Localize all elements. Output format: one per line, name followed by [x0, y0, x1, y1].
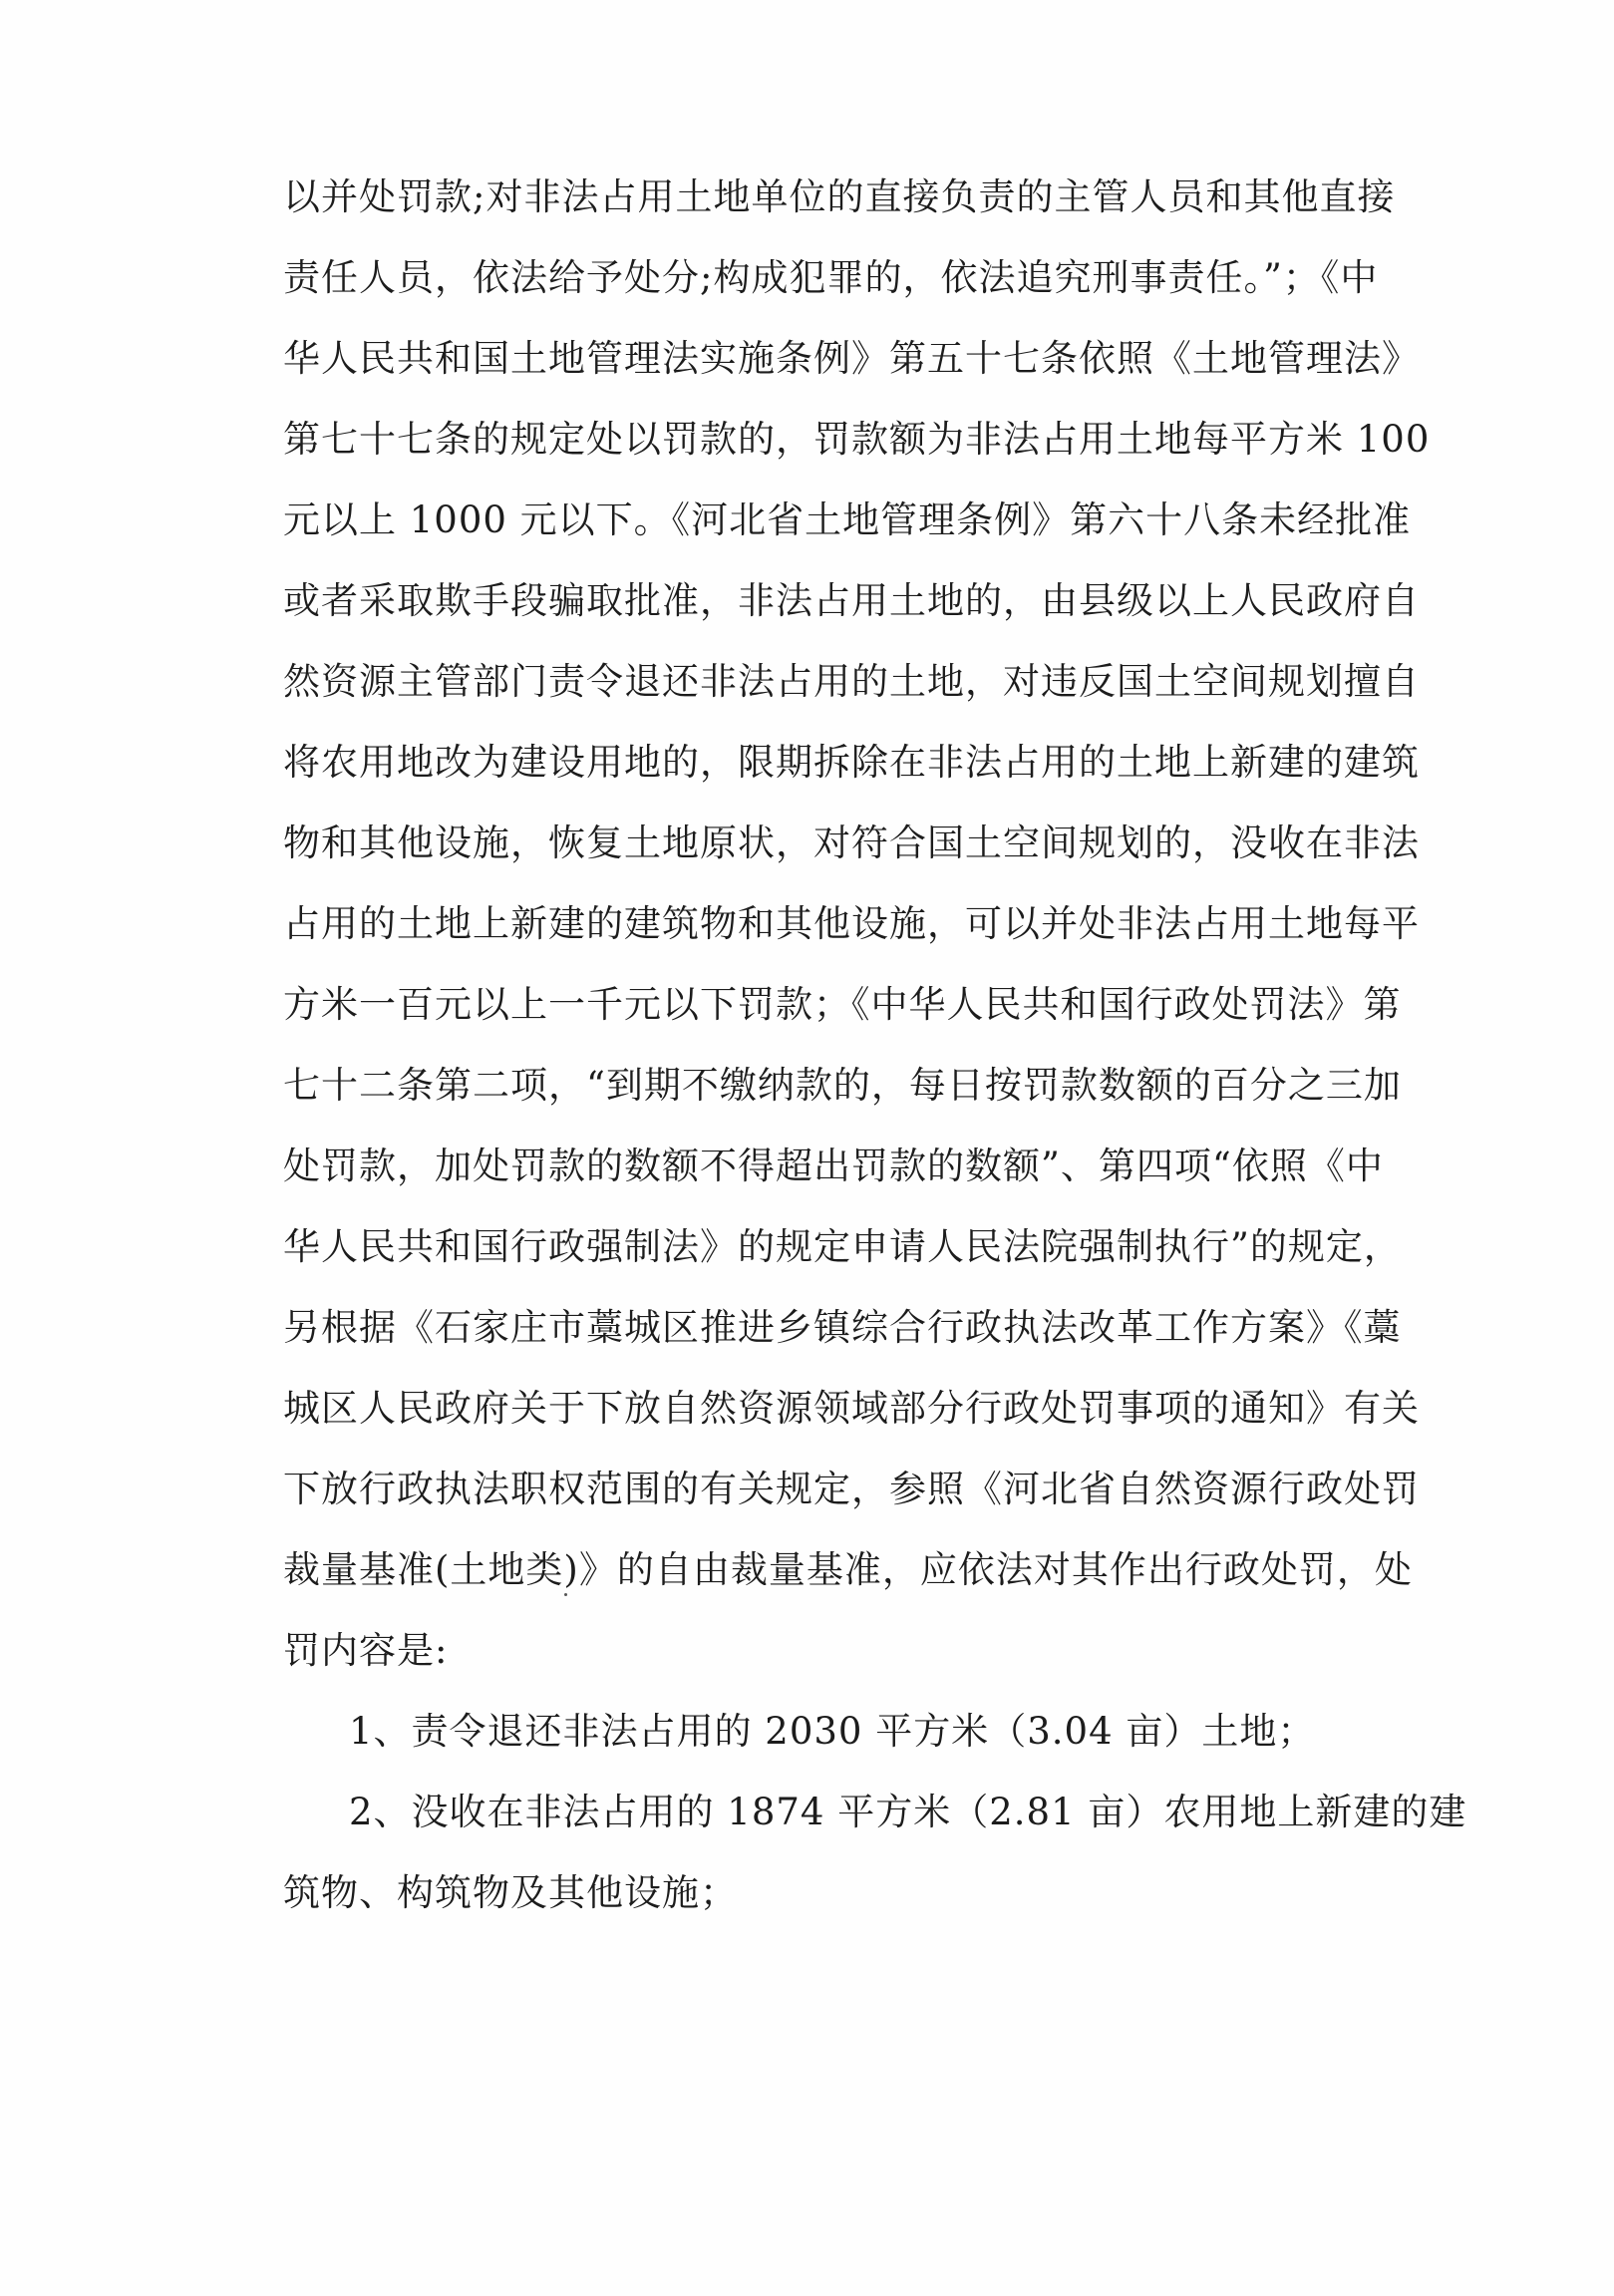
- paragraph-line-11: 方米一百元以上一千元以下罚款；《中华人民共和国行政处罚法》第: [283, 983, 1402, 1026]
- paragraph-line-9: 物和其他设施，恢复土地原状，对符合国土空间规划的，没收在非法: [283, 821, 1420, 864]
- list-item-2-line-2: 筑物、构筑物及其他设施；: [283, 1871, 738, 1914]
- paragraph-line-17: 下放行政执法职权范围的有关规定，参照《河北省自然资源行政处罚: [283, 1468, 1420, 1510]
- document-body: [283, 167, 1467, 1944]
- paragraph-line-1: 以并处罚款;对非法占用土地单位的直接负责的主管人员和其他直接: [283, 175, 1396, 218]
- paragraph-line-7: 然资源主管部门责令退还非法占用的土地，对违反国土空间规划擅自: [283, 660, 1420, 703]
- scan-speck: [564, 1593, 567, 1596]
- list-item-1: 1、责令退还非法占用的 2030 平方米（3.04 亩）土地；: [349, 1710, 1316, 1753]
- paragraph-line-2: 责任人员，依法给予处分;构成犯罪的，依法追究刑事责任。”；《中: [283, 256, 1379, 299]
- paragraph-line-6: 或者采取欺手段骗取批准，非法占用土地的，由县级以上人民政府自: [283, 579, 1420, 622]
- paragraph-line-18: 裁量基准(土地类)》的自由裁量基准，应依法对其作出行政处罚，处: [283, 1548, 1413, 1591]
- paragraph-line-16: 城区人民政府关于下放自然资源领域部分行政处罚事项的通知》有关: [283, 1387, 1420, 1430]
- paragraph-line-13: 处罚款，加处罚款的数额不得超出罚款的数额”、第四项“依照《中: [283, 1145, 1384, 1187]
- paragraph-line-3: 华人民共和国土地管理法实施条例》第五十七条依照《土地管理法》: [283, 337, 1420, 380]
- paragraph-line-15: 另根据《石家庄市藁城区推进乡镇综合行政执法改革工作方案》《藁: [283, 1306, 1402, 1349]
- list-item-2-line-1: 2、没收在非法占用的 1874 平方米（2.81 亩）农用地上新建的建: [349, 1791, 1467, 1833]
- paragraph-line-14: 华人民共和国行政强制法》的规定申请人民法院强制执行”的规定，: [283, 1225, 1402, 1268]
- paragraph-line-19: 罚内容是:: [283, 1629, 449, 1672]
- paragraph-line-5: 元以上 1000 元以下。《河北省土地管理条例》第六十八条未经批准: [283, 498, 1412, 541]
- paragraph-line-8: 将农用地改为建设用地的，限期拆除在非法占用的土地上新建的建筑: [283, 741, 1420, 784]
- paragraph-line-4: 第七十七条的规定处以罚款的，罚款额为非法占用土地每平方米 100: [283, 418, 1431, 461]
- paragraph-line-12: 七十二条第二项，“到期不缴纳款的，每日按罚款数额的百分之三加: [283, 1064, 1402, 1107]
- paragraph-line-10: 占用的土地上新建的建筑物和其他设施，可以并处非法占用土地每平: [283, 902, 1420, 945]
